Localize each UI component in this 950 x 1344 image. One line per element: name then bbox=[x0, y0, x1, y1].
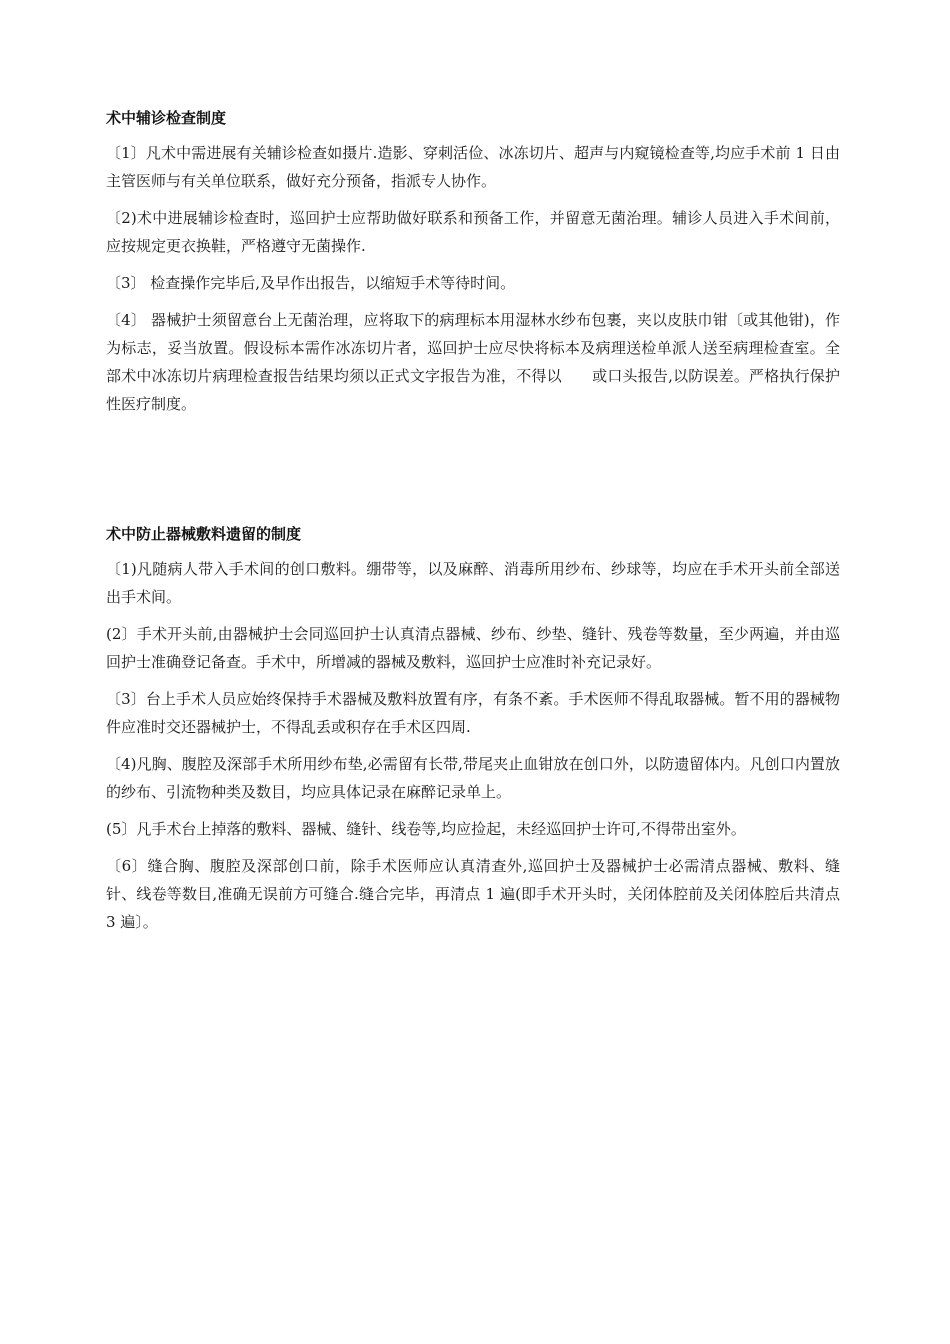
paragraph: (2〕手术开头前,由器械护士会同巡回护士认真清点器械、纱布、纱垫、缝针、残卷等数量，至少两遍，并由巡回护士准确登记备查。手术中，所增减的器械及敷料，巡回护士应准时补充记录好。 bbox=[106, 625, 840, 671]
section-prevent-retained-items bbox=[106, 524, 840, 945]
paragraph: 〔3〕 检查操作完毕后,及早作出报告，以缩短手术等待时间。 bbox=[106, 274, 516, 292]
paragraph: (5〕凡手术台上掉落的敷料、器械、缝针、线卷等,均应捡起，未经巡回护士许可,不得带出室外。 bbox=[106, 820, 746, 838]
paragraph: 〔2)术中进展辅诊检查时，巡回护士应帮助做好联系和预备工作，并留意无菌治理。辅诊人员进入手术间前，应按规定更衣换鞋，严格遵守无菌操作. bbox=[106, 209, 840, 255]
paragraph: 〔4〕 器械护士须留意台上无菌治理，应将取下的病理标本用湿林水纱布包裹，夹以皮肤巾钳〔或其他钳)，作为标志，妥当放置。假设标本需作冰冻切片者，巡回护士应尽快将标本及病理送检单派人送至病理检查室。全部术中冰冻切片病理检查报告结果均须以正式文字报告为准，不得以 或口头报告,以防误差。严格执行保护性医疗制度。 bbox=[106, 311, 840, 413]
section-title: 术中防止器械敷料遗留的制度 bbox=[106, 525, 302, 543]
paragraph: 〔3〕台上手术人员应始终保持手术器械及敷料放置有序，有条不紊。手术医师不得乱取器械。暂不用的器械物件应准时交还器械护士，不得乱丢或积存在手术区四周. bbox=[106, 690, 840, 736]
paragraph: 〔1)凡随病人带入手术间的创口敷料。绷带等，以及麻醉、消毒所用纱布、纱球等，均应在手术开头前全部送出手术间。 bbox=[106, 560, 840, 606]
paragraph: 〔4)凡胸、腹腔及深部手术所用纱布垫,必需留有长带,带尾夹止血钳放在创口外，以防遗留体内。凡创口内置放的纱布、引流物种类及数目，均应具体记录在麻醉记录单上。 bbox=[106, 755, 840, 801]
paragraph: 〔1〕凡术中需进展有关辅诊检查如摄片.造影、穿刺活俭、冰冻切片、超声与内窥镜检查等,均应手术前 1 日由主管医师与有关单位联系，做好充分预备，指派专人协作。 bbox=[106, 144, 840, 190]
paragraph: 〔6〕缝合胸、腹腔及深部创口前，除手术医师应认真清查外,巡回护士及器械护士必需清点器械、敷料、缝针、线卷等数目,准确无误前方可缝合.缝合完毕，再清点 1 遍(即手术开头时，关闭体腔前及关闭体腔后共清点 3 遍〕。 bbox=[106, 857, 840, 931]
section-intraop-auxiliary-exam bbox=[106, 108, 840, 427]
section-title: 术中辅诊检查制度 bbox=[106, 109, 227, 127]
